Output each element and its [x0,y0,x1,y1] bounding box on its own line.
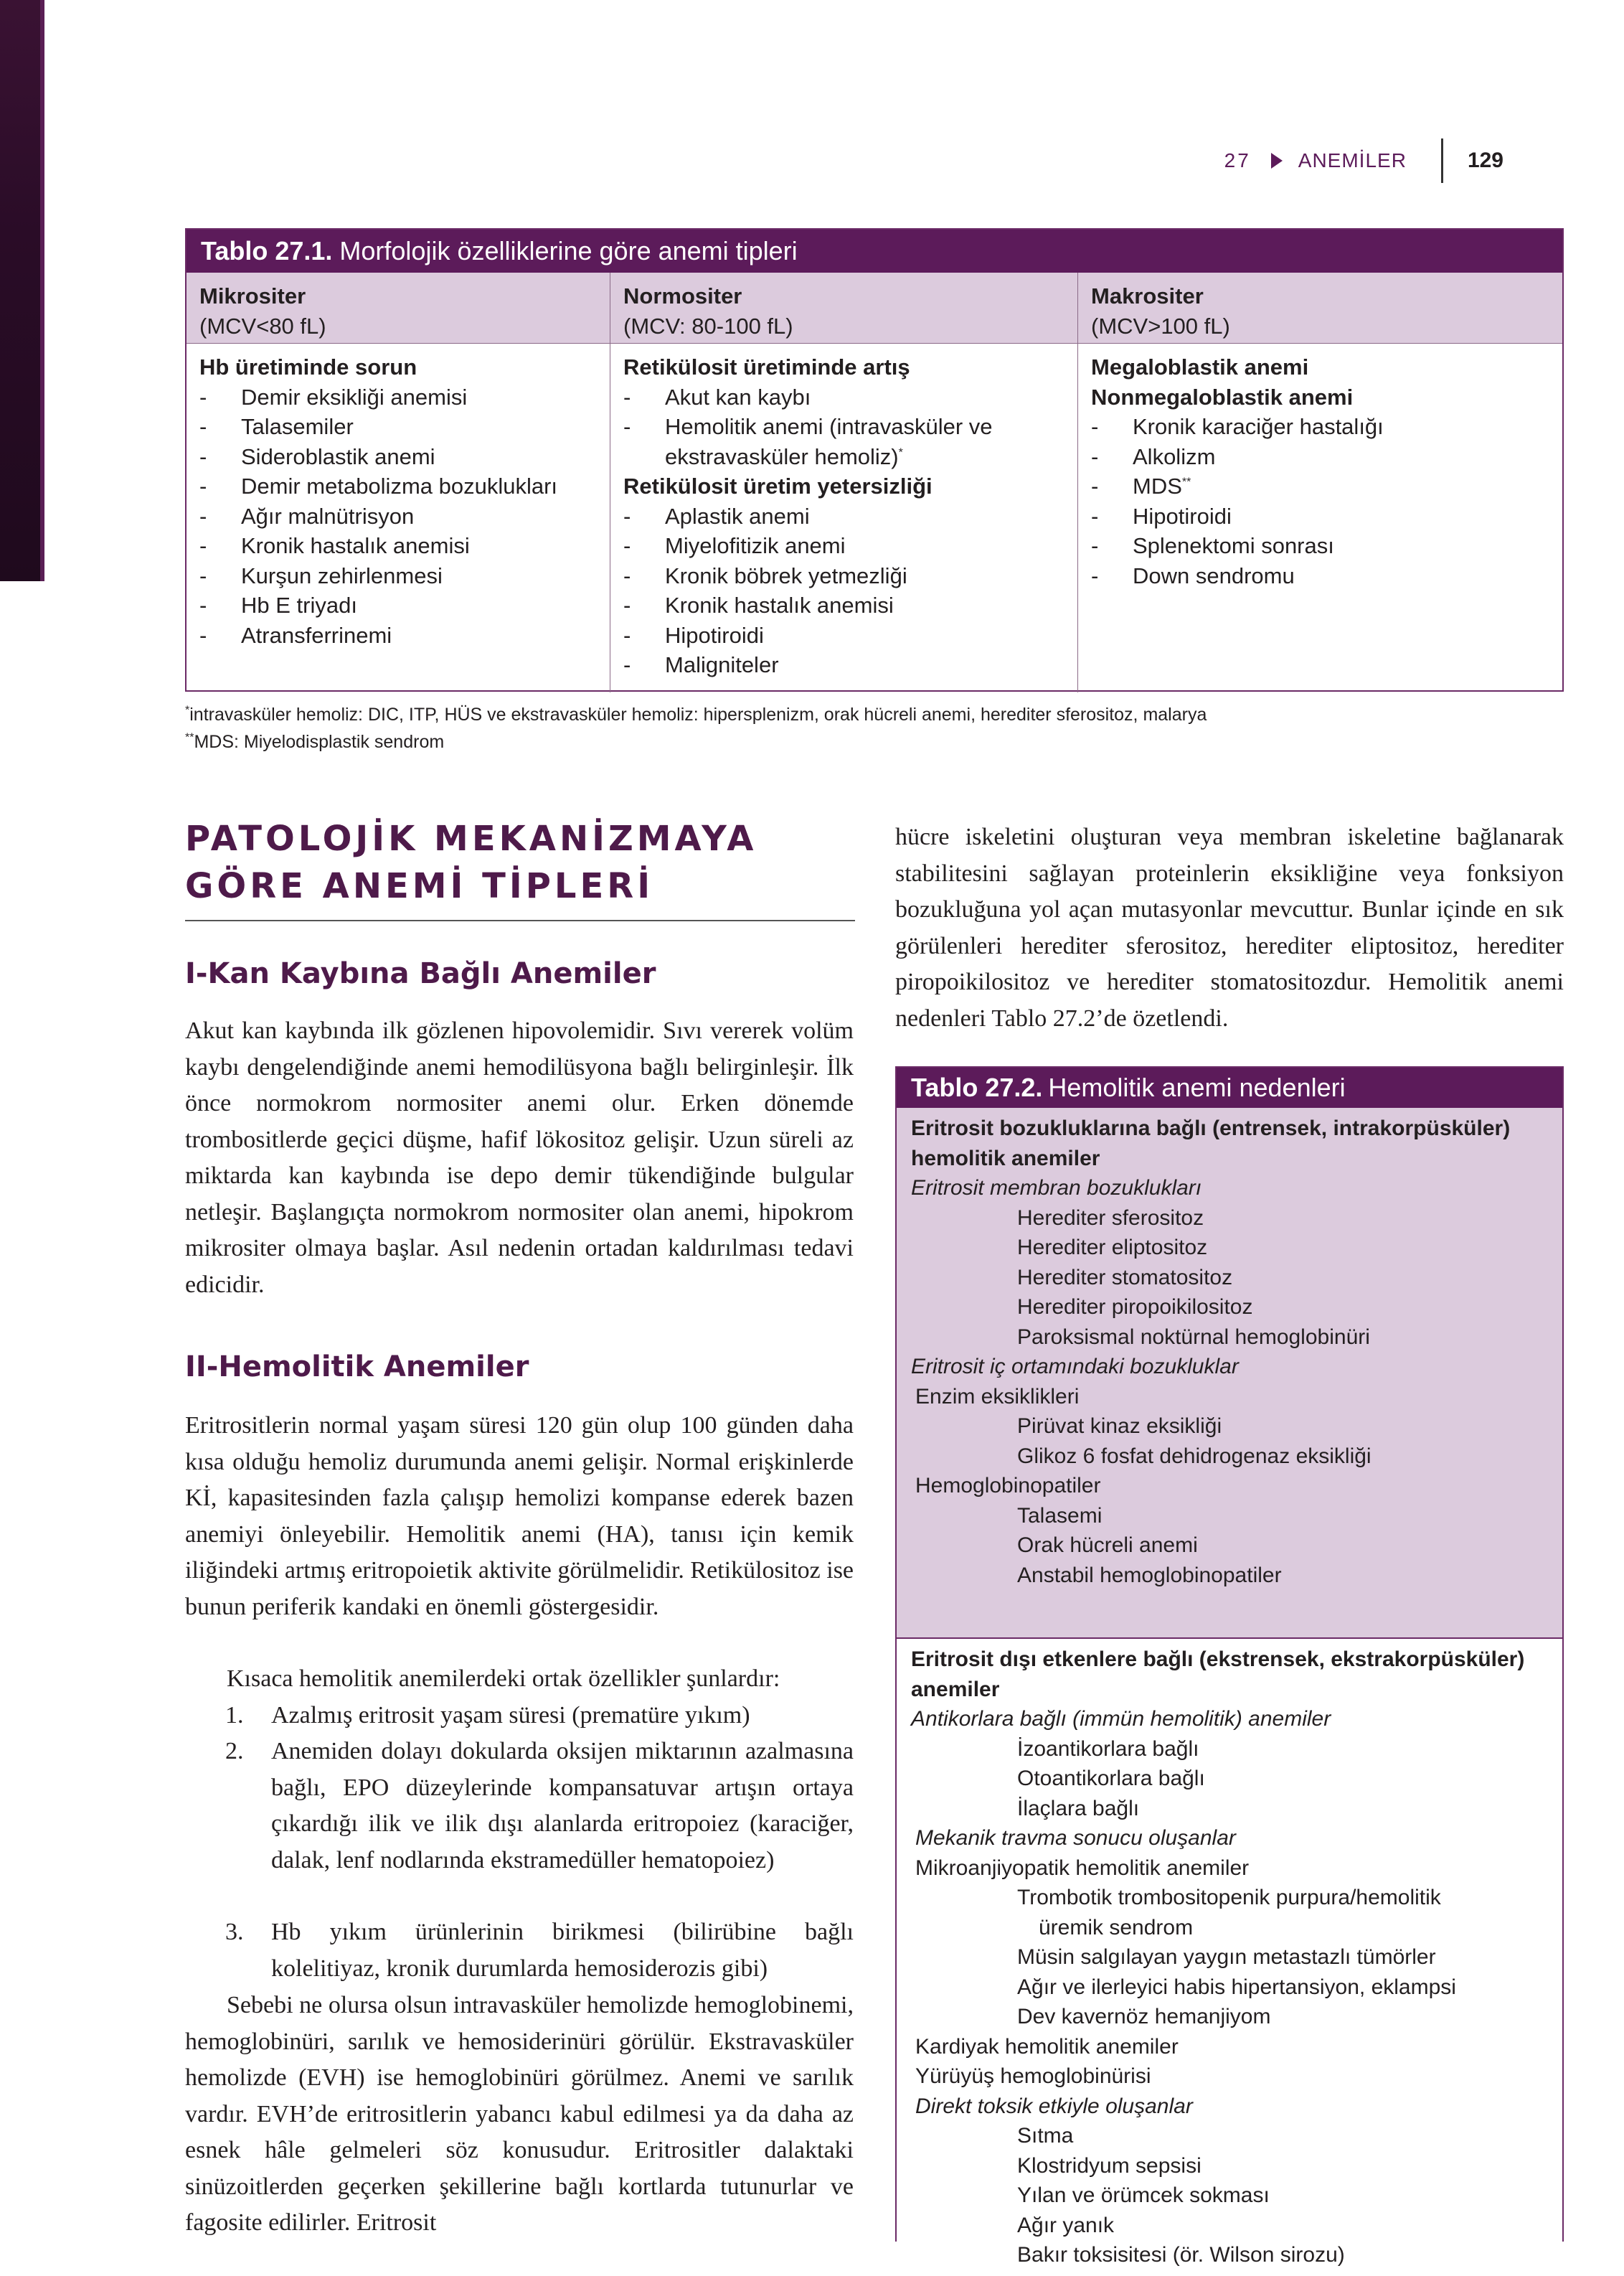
list-item: - Akut kan kaybı [623,384,811,410]
list-item: - Hipotiroidi [623,622,764,648]
list-item: - Kronik böbrek yetmezliği [623,563,907,588]
subheading-blood-loss: I-Kan Kaybına Bağlı Anemiler [185,957,656,990]
chapter-title: ANEMİLER [1298,149,1407,171]
list-item: Herediter eliptositoz [1017,1236,1208,1259]
list-item: - Hipotiroidi [1091,503,1232,529]
column-header-microcytic [187,273,610,343]
column-range: (MCV<80 fL) [199,313,326,339]
group-heading: Direkt toksik etkiyle oluşanlar [915,2094,1193,2118]
list-item: Klostridyum sepsisi [1017,2153,1202,2178]
list-item: - Splenektomi sonrası [1091,533,1334,558]
list-item: - Demir metabolizma bozuklukları [199,474,558,499]
paragraph-features-intro: Kısaca hemolitik anemilerdeki ortak özellikler şunlardır: [227,1665,780,1692]
paragraph-membrane: hücre iskeletini oluşturan veya membran iskeletine bağlanarak stabilitesini sağlayan proteinlerin eksikliğine veya fonksiyon bozukluğuna yol açan mutasyonlar mevcuttur. Bunlar içinde en sık görülenleri herediter sferositoz, herediter eliptositoz, herediter piropoikilositoz ve herediter stomatositozdur. Hemolitik anemi nedenleri Tablo 27.2’de özetlendi. [895,824,1564,1032]
list-item: - Kronik hastalık anemisi [199,533,470,558]
list-item-continued: üremik sendrom [1039,1915,1194,1939]
chapter-number: 27 [1224,149,1251,171]
subgroup-heading: Yürüyüş hemoglobinürisi [915,2064,1151,2088]
list-item: Otoantikorlara bağlı [1017,1767,1205,1790]
list-item: - Maligniteler [623,652,779,677]
column-name: Mikrositer [199,283,306,309]
page-edge-bar [0,0,44,581]
subgroup-heading: Hemoglobinopatiler [915,1474,1101,1497]
list-item: - Talasemiler [199,414,354,439]
list-item: Pirüvat kinaz eksikliği [1017,1414,1222,1438]
list-item: Ağır ve ilerleyici habis hipertansiyon, eklampsi [1017,1975,1456,1999]
list-item: 1. Azalmış eritrosit yaşam süresi (prematüre yıkım) [225,1702,750,1729]
table-number: Tablo 27.2. [911,1073,1043,1102]
list-item: - Kronik karaciğer hastalığı [1091,414,1384,439]
list-item: - Demir eksikliği anemisi [199,384,468,410]
list-item: Bakır toksisitesi (ör. Wilson sirozu) [1017,2243,1345,2267]
triangle-icon [1271,153,1283,169]
list-item: - Kurşun zehirlenmesi [199,563,443,588]
section-title: PATOLOJİK MEKANİZMAYA GÖRE ANEMİ TİPLERİ [185,819,757,906]
table-header-row [187,273,1562,344]
list-item: Talasemi [1017,1503,1103,1528]
group-heading: Antikorlara bağlı (immün hemolitik) anemiler [911,1707,1331,1731]
extrinsic-section [897,1639,1562,2276]
list-item: - Hemolitik anemi (intravasküler ve ekstravasküler hemoliz)* [623,414,993,469]
section-heading: Eritrosit bozukluklarına bağlı (entrensek, intrakorpüsküler) hemolitik anemiler [911,1116,1511,1170]
subgroup-heading: Mikroanjiyopatik hemolitik anemiler [915,1856,1250,1880]
table-caption: Hemolitik anemi nedenleri [1048,1073,1346,1102]
group-heading: Eritrosit membran bozuklukları [911,1176,1202,1200]
cell-heading: Megaloblastik anemi [1091,354,1309,380]
list-item: - Kronik hastalık anemisi [623,593,894,618]
header-divider [1441,138,1443,183]
list-item: Yılan ve örümcek sokması [1017,2183,1270,2207]
list-item: Herediter stomatositoz [1017,1265,1233,1289]
list-item: Trombotik trombositopenik purpura/hemolitik [1017,1886,1441,1909]
table-title [187,230,1562,273]
list-item: Sıtma [1017,2124,1074,2148]
group-heading: Eritrosit iç ortamındaki bozukluklar [911,1355,1239,1378]
microcytic-cell [187,344,610,692]
list-item: - Ağır malnütrisyon [199,503,415,529]
list-item: Glikoz 6 fosfat dehidrogenaz eksikliği [1017,1444,1372,1468]
group-heading: Mekanik travma sonucu oluşanlar [915,1826,1236,1850]
list-item: - Atransferrinemi [199,622,392,648]
list-item: - Alkolizm [1091,443,1216,469]
list-item: İlaçlara bağlı [1017,1796,1140,1820]
intrinsic-section [897,1108,1562,1639]
subgroup-heading: Enzim eksiklikleri [915,1384,1080,1409]
subheading-hemolytic: II-Hemolitik Anemiler [185,1350,529,1383]
macrocytic-cell [1077,344,1562,692]
table-27-2 [895,1066,1564,2267]
footnote-1: *intravasküler hemoliz: DIC, ITP, HÜS ve ekstravasküler hemoliz: hipersplenizm, orak hücreli anemi, herediter sferositoz, malarya [185,704,1207,725]
list-item: Dev kavernöz hemanjiyom [1017,2005,1271,2028]
column-name: Makrositer [1091,283,1204,309]
list-item: İzoantikorlara bağlı [1017,1736,1199,1761]
list-item: Müsin salgılayan yaygın metastazlı tümörler [1017,1945,1436,1969]
section-heading: Eritrosit dışı etkenlere bağlı (ekstrensek, ekstrakorpüsküler) anemiler [911,1647,1525,1701]
list-item: 2. Anemiden dolayı dokularda oksijen miktarının azalmasına bağlı, EPO düzeylerinde kompansatuvar artışın ortaya çıkardığı ilik ve ilik dışı alanlarda eritropoiez (karaciğer, dalak, lenf nodlarında ekstramedüller hematopoiez) [225,1738,854,1873]
cell-heading: Nonmegaloblastik anemi [1091,384,1354,410]
column-range: (MCV: 80-100 fL) [623,313,793,339]
column-range: (MCV>100 fL) [1091,313,1230,339]
list-item: Orak hücreli anemi [1017,1533,1198,1557]
table-body-row [187,344,1562,692]
normocytic-cell [610,344,1077,692]
table-number: Tablo 27.1. [201,236,333,265]
page-number: 129 [1467,149,1503,172]
paragraph-intravascular: Sebebi ne olursa olsun intravasküler hemolizde hemoglobinemi, hemoglobinüri, sarılık ve hemosiderinüri görülür. Ekstravasküler hemolizde (EVH) ise hemoglobinüri görülmez. Anemi ve sarılık vardır. EVH’de eritrositlerin yabancı kabul edilmesi ya da daha az esnek hâle gelmeleri söz konusudur. Eritrositler dalaktaki sinüzoitlerden geçerken şekillerine bağlı kortlarda tutunurlar ve fagosite edilirler. Eritrosit [185,1992,854,2236]
table-title [897,1068,1562,1108]
list-item: - Hb E triyadı [199,593,357,618]
column-header-normocytic [610,273,1077,343]
list-item: Anstabil hemoglobinopatiler [1017,1563,1282,1587]
list-item: Paroksismal noktürnal hemoglobinüri [1017,1325,1370,1349]
paragraph-blood-loss: Akut kan kaybında ilk gözlenen hipovolemidir. Sıvı vererek volüm kaybı dengelendiğinde anemi hemodilüsyona bağlı belirginleşir. İlk önce normokrom normositer anemi olur. Erken dönemde trombositlerde geçici düşme, hafif lökositoz gelişir. Uzun süreli az miktarda kan kaybında ise depo demir tükendiğinde bulgular netleşir. Başlangıçta normokrom normositer olan anemi, hipokrom mikrositer olmaya başlar. Asıl nedenin ortadan kaldırılması tedavi edicidir. [185,1017,854,1298]
cell-heading: Retikülosit üretiminde artış [623,354,910,380]
footnote-2: **MDS: Miyelodisplastik sendrom [185,731,445,752]
running-header [1224,141,1503,181]
list-item: Herediter sferositoz [1017,1205,1204,1230]
list-item: - Down sendromu [1091,563,1295,588]
list-item: - MDS** [1091,474,1191,499]
list-item: Ağır yanık [1017,2213,1115,2237]
cell-heading: Hb üretiminde sorun [199,354,417,380]
column-header-macrocytic [1077,273,1562,343]
section-rule [185,920,855,921]
list-item: - Aplastik anemi [623,503,810,529]
cell-heading: Retikülosit üretim yetersizliği [623,474,933,499]
list-item: - Miyelofitizik anemi [623,533,846,558]
table-caption: Morfolojik özelliklerine göre anemi tipleri [339,236,798,265]
table-27-1 [185,228,1564,692]
list-item: Herediter piropoikilositoz [1017,1295,1253,1319]
paragraph-hemolytic: Eritrositlerin normal yaşam süresi 120 gün olup 100 günden daha kısa olduğu hemoliz durumunda anemi gelişir. Normal erişkinlerde Kİ, kapasitesinden fazla çalışıp hemolizi kompanse ederek bazen anemiyi önleyebilir. Hemolitik anemi (HA), tanısı için kemik iliğindeki artmış eritropoietik aktivite görülmelidir. Retikülositoz ise bunun periferik kandaki en önemli göstergesidir. [185,1412,854,1620]
subgroup-heading: Kardiyak hemolitik anemiler [915,2034,1179,2059]
list-item: - Sideroblastik anemi [199,443,435,469]
list-item: 3. Hb yıkım ürünlerinin birikmesi (bilirübine bağlı kolelitiyaz, kronik durumlarda hemosiderozis gibi) [225,1919,854,1982]
column-name: Normositer [623,283,742,309]
